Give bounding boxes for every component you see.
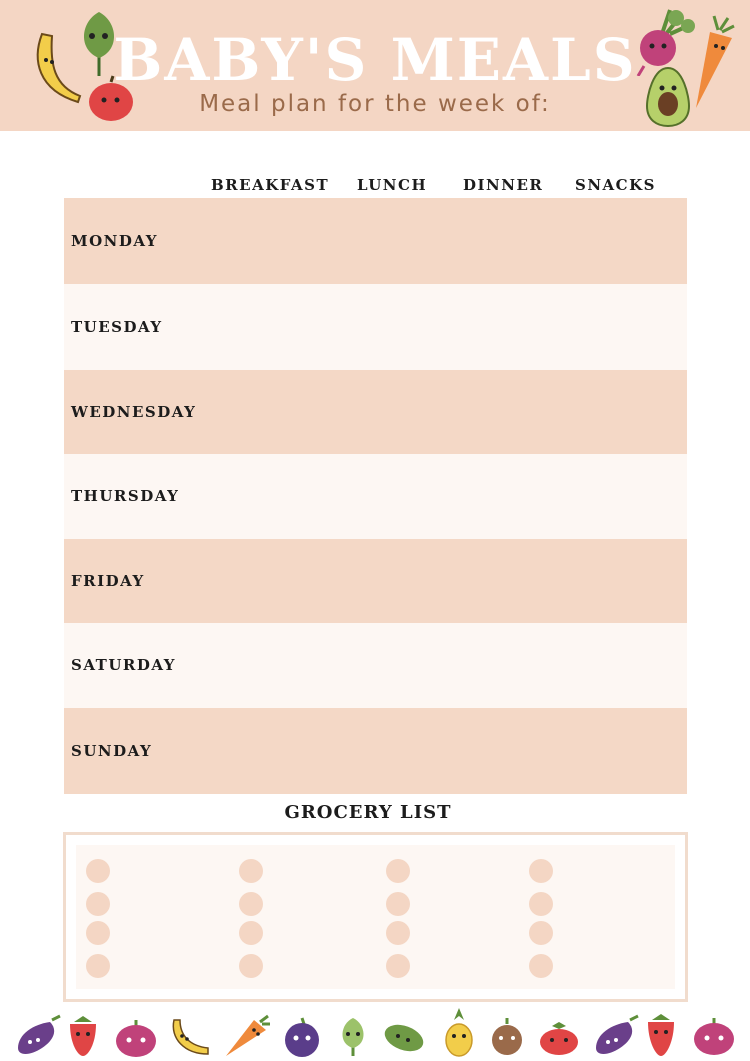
page-title: BABY'S MEALS bbox=[113, 26, 637, 94]
day-label: WEDNESDAY bbox=[71, 403, 197, 421]
day-label: MONDAY bbox=[71, 232, 158, 250]
bullet-icon bbox=[386, 954, 410, 978]
bullet-icon bbox=[239, 859, 263, 883]
bullet-icon bbox=[529, 921, 553, 945]
strawberry-icon bbox=[66, 1014, 100, 1058]
eggplant-icon bbox=[14, 1014, 62, 1058]
eggplant-icon bbox=[592, 1014, 640, 1058]
day-label: TUESDAY bbox=[71, 318, 163, 336]
bullet-icon bbox=[86, 921, 110, 945]
lettuce-icon bbox=[336, 1014, 370, 1058]
table-row-tuesday[interactable] bbox=[64, 284, 687, 370]
table-row-monday[interactable] bbox=[64, 198, 687, 284]
column-header-dinner: DINNER bbox=[463, 176, 544, 194]
day-label: FRIDAY bbox=[71, 572, 145, 590]
cucumber-icon bbox=[382, 1018, 426, 1056]
plum-icon bbox=[282, 1014, 322, 1058]
bullet-icon bbox=[529, 954, 553, 978]
table-row-saturday[interactable] bbox=[64, 623, 687, 708]
table-row-thursday[interactable] bbox=[64, 454, 687, 539]
table-row-sunday[interactable] bbox=[64, 708, 687, 794]
bullet-icon bbox=[239, 954, 263, 978]
day-label: SATURDAY bbox=[71, 656, 176, 674]
bullet-icon bbox=[529, 859, 553, 883]
bullet-icon bbox=[239, 921, 263, 945]
pineapple-icon bbox=[442, 1006, 476, 1058]
bullet-icon bbox=[86, 954, 110, 978]
day-label: THURSDAY bbox=[71, 487, 180, 505]
bullet-icon bbox=[386, 921, 410, 945]
bullet-icon bbox=[386, 892, 410, 916]
banana-icon bbox=[168, 1016, 212, 1058]
bullet-icon bbox=[239, 892, 263, 916]
strawberry-icon bbox=[644, 1012, 678, 1058]
bullet-icon bbox=[86, 859, 110, 883]
table-row-wednesday[interactable] bbox=[64, 370, 687, 454]
bullet-icon bbox=[529, 892, 553, 916]
tomato-icon bbox=[538, 1020, 580, 1056]
column-header-snacks: SNACKS bbox=[575, 176, 656, 194]
day-label: SUNDAY bbox=[71, 742, 153, 760]
grocery-list-area[interactable] bbox=[76, 845, 675, 989]
grocery-list-box bbox=[63, 832, 688, 1002]
column-header-breakfast: BREAKFAST bbox=[211, 176, 330, 194]
bullet-icon bbox=[86, 892, 110, 916]
table-row-friday[interactable] bbox=[64, 539, 687, 623]
carrot-icon bbox=[224, 1014, 272, 1058]
onion-icon bbox=[692, 1014, 736, 1056]
onion-icon bbox=[114, 1016, 158, 1058]
kiwi-icon bbox=[490, 1016, 524, 1056]
column-header-lunch: LUNCH bbox=[357, 176, 428, 194]
grocery-list-title: GROCERY LIST bbox=[284, 802, 452, 823]
page-subtitle: Meal plan for the week of: bbox=[199, 91, 551, 117]
bullet-icon bbox=[386, 859, 410, 883]
